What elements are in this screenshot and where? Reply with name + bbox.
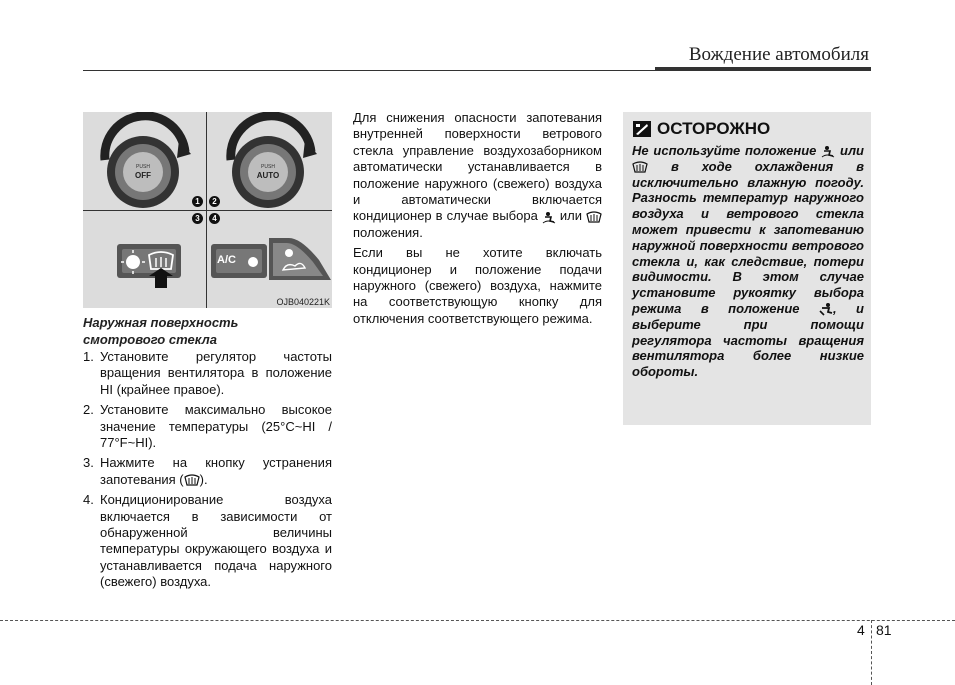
figure-drawing <box>83 112 332 308</box>
knob1-off-label: OFF <box>135 171 151 180</box>
warning-box <box>623 112 871 425</box>
floor-defrost-icon <box>542 211 556 224</box>
marker-2: 2 <box>209 196 220 207</box>
figure-code: OJB040221K <box>276 297 330 307</box>
knob1-push-label: PUSH <box>136 164 150 170</box>
section-number: 4 <box>857 622 865 638</box>
caption-line-1: Наружная поверхность <box>83 315 239 330</box>
warning-heading <box>633 119 770 139</box>
section-header-title: Вождение автомобиля <box>688 44 869 65</box>
footer-divider <box>0 620 955 621</box>
list-item: 1. Установите регулятор частоты вращения вентилятора в положение HI (крайнее правое). <box>83 349 332 397</box>
defrost-button-illustration <box>117 244 181 288</box>
defrost-icon <box>586 211 602 223</box>
list-item: 4. Кондиционирование воздуха включается в зависимости от обнаруженной величины температуры окружающего воздуха и устанавливается подача наружного (свежего) воздуха. <box>83 492 332 590</box>
caption-line-2: смотрового стекла <box>83 332 217 347</box>
list-item: 3. Нажмите на кнопку устранения запотевания ( ). <box>83 455 332 487</box>
defrost-icon <box>632 161 648 173</box>
fan-knob-illustration <box>105 116 191 208</box>
paragraph-2: Если вы не хотите включать кондиционер и положение подачи наружного (свежего) воздуха, нажмите на соответствующую кнопку для отключения соответствующего режима. <box>353 245 602 326</box>
middle-column <box>353 110 602 331</box>
temperature-knob-illustration <box>231 116 317 208</box>
procedure-steps <box>83 349 332 595</box>
ac-label: A/C <box>217 254 236 266</box>
mode-button-illustration <box>269 238 331 280</box>
header-bar <box>655 67 871 71</box>
list-item: 2. Установите максимально высокое значение температуры (25°C~HI / 77°F~HI). <box>83 402 332 451</box>
paragraph-1: Для снижения опасности запотевания внутренней поверхности ветрового стекла управление воздухозаборником автоматически устанавливается в положение наружного (свежего) воздуха и автоматически включается кондиционер в случае выбора или положения. <box>353 110 602 240</box>
defrost-icon <box>184 474 200 486</box>
page-number: 81 <box>876 622 892 638</box>
knob2-push-label: PUSH <box>261 164 275 170</box>
warning-title: ОСТОРОЖНО <box>657 119 771 138</box>
figure-caption <box>83 314 332 348</box>
marker-3: 3 <box>192 213 203 224</box>
knob2-auto-label: AUTO <box>256 171 280 180</box>
floor-mode-icon <box>819 303 833 316</box>
marker-4: 4 <box>209 213 220 224</box>
climate-control-figure <box>83 112 332 308</box>
floor-defrost-icon <box>821 145 835 158</box>
marker-1: 1 <box>192 196 203 207</box>
warning-text: Не используйте положение или в ходе охлаждения в исключительно влажную погоду. Разность температур наружного воздуха и ветрового стекла может привести к запотеванию наружной поверхности ветрового стекла и, как следствие, потери видимости. В этом случае установите рукоятку выбора режима в положение , и выберите при помощи регулятора частоты вращения вентилятора более низкие обороты. <box>632 143 864 380</box>
footer-vertical-divider <box>871 620 872 685</box>
warning-icon <box>633 121 651 137</box>
